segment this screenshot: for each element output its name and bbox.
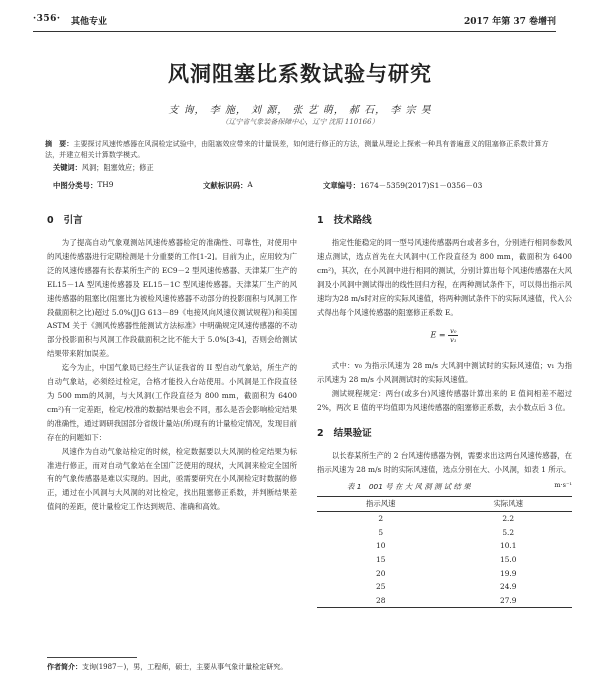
table-row: [317, 511, 572, 525]
header-rule: [33, 31, 556, 32]
table-cell: 10: [376, 541, 386, 551]
table-row: [317, 580, 572, 594]
table-1-title: 表 1 001 号 在 大 风 洞 测 试 结 果: [347, 481, 471, 491]
table-cell: 19.9: [500, 568, 517, 578]
id-label: 文章编号：: [323, 181, 360, 190]
table-header-cell: 指示风速: [365, 499, 396, 509]
section-1-title: 技术路线: [333, 215, 372, 226]
table-1: [317, 496, 572, 609]
table-cell: 27.9: [500, 596, 517, 606]
section-2-number: 2: [317, 428, 324, 440]
clc-value: TH9: [97, 180, 114, 189]
left-column: [47, 212, 297, 514]
formula: [317, 327, 572, 351]
table-row: [317, 566, 572, 580]
abstract-label: 摘 要：: [45, 139, 74, 148]
clc-label: 中图分类号：: [53, 181, 98, 190]
section-2-para-1: 以长春某所生产的 2 台风速传感器为例，需要求出这两台风速传感器，在指示风速为 28 m/s 时的实际风速值，选点分别在大、小风洞，如表 1 所示。: [317, 451, 572, 474]
table-cell: 20: [376, 568, 386, 578]
formula-denominator: v₁: [450, 336, 457, 345]
table-row: [317, 539, 572, 553]
table-cell: 5: [378, 527, 384, 537]
table-row: [317, 553, 572, 567]
doc-value: A: [247, 180, 253, 189]
id-value: 1674－5359(2017)S1－0356－03: [359, 181, 483, 190]
table-cell: 24.9: [500, 582, 517, 592]
section-1-para-3: 测试规程规定：两台(或多台)风速传感器计算出来的 E 值间相差不超过 2%，两次 E 值的平均值即为风速传感器的阻塞修正系数，去小数点后 3 位。: [317, 389, 572, 413]
table-cell: 25: [376, 582, 386, 592]
table-1-caption: [317, 481, 572, 493]
table-cell: 2: [378, 513, 384, 523]
keywords: [53, 163, 154, 173]
section-0-title: 引言: [63, 215, 83, 226]
table-cell: 15.0: [500, 554, 517, 564]
affiliation: （辽宁省气象装备保障中心，辽宁 沈阳 110166）: [221, 118, 379, 126]
keywords-text: 风洞；阻塞效应；修正: [81, 163, 154, 172]
right-column: [317, 212, 572, 608]
formula-fraction: [448, 327, 458, 344]
article-title: 风洞阻塞比系数试验与研究: [168, 62, 432, 86]
section-0-para-3: 风速作为自动气象站检定的时候，检定数据要以大风洞的检定结果为标准进行修正，而对自动气象站在全国广泛使用的现状，大风洞来检定全国所有的气象传感器是难以实现的。因此，亟需要研究在小风洞检定时数据的修正，通过在小风洞与大风洞的对比检定，找出阻塞修正系数，并判断结果差值间的差距，使计量检定工作达到规范、准确和高效。: [47, 446, 297, 512]
article-meta: [53, 180, 556, 192]
formula-numerator: v₀: [450, 327, 457, 336]
section-1-number: 1: [317, 215, 324, 226]
section-1-heading: [317, 212, 572, 226]
footnote-rule: [47, 657, 137, 658]
table-header-row: [317, 496, 572, 511]
section-1-para-2: 式中：v₀ 为指示风速为 28 m/s 大风洞中测试时的实际风速值；v₁ 为指示风速为 28 m/s 小风洞测试时的实际风速值。: [317, 361, 572, 385]
section-1-para-1: 指定性能稳定的同一型号风速传感器两台或者多台，分别进行相同参数风速点测试，选点首先在大风洞中(工作段直径为 800 mm，截面积为 6400 cm²)，其次，在小风洞中进行相同的测试，分别计算出每个风速传感器在大风洞及小风洞中测试得出的线性回归方程，在两种测试条件下，可以得出指示风速均为28 m/s时对应的实际风速值，将两种测试条件下的实际风速值，代入公式得出每个风速传感器的阻塞修正系数 E。: [317, 238, 572, 317]
authors: 支 询， 李 施， 刘 源， 张 艺 萌， 郝 石， 李 宗 昊: [168, 105, 432, 116]
running-header: [33, 14, 556, 30]
author-note-label: 作者简介：: [47, 663, 82, 671]
page-number: ·356·: [33, 14, 61, 24]
table-row: [317, 594, 572, 608]
table-1-unit: m·s⁻¹: [554, 480, 572, 489]
section-0-para-1: 为了提高自动气象观测站风速传感器检定的准确性、可靠性，对使用中的风速传感器进行定期检测是十分重要的工作[1-2]。目前为止，应用较为广泛的风速传感器有长春某所生产的 EC9－2 型风速传感器、天津某厂生产的 EL15－1A 型风速传感器及 EL15－1C 型风速传感器。天津某厂生产的风速传感器的阻塞比(阻塞比为被检风速传感器不动部分的投影面积与风洞工作段截面积之比)超过 5.0%(JJG 613－89《电接风向风速仪测试规程》)和美国 ASTM 关于《测风传感器性能测试方法标准》中明确规定风速传感器的不动部分投影面积与风洞工作段截面积之比不能大于 5.0%[3-4]，否则会给测试结果带来附加误差。: [47, 238, 297, 359]
section-0-heading: [47, 212, 297, 226]
keywords-label: 关键词：: [53, 163, 82, 172]
section-0-number: 0: [47, 215, 54, 226]
column-name: 其他专业: [71, 17, 108, 27]
table-cell: 2.2: [502, 513, 515, 523]
section-0-para-2: 迄今为止，中国气象局已经生产认证我省的 II 型自动气象站，所生产的自动气象站，必须经过检定，合格才能投入台站使用。小风洞是工作段直径为 500 mm的风洞，与大风洞(工作段直径为 800 mm，截面积为 6400 cm²)有一定差距，检定/校准的数据结果也会不同，那么是否会影响检定结果的准确性，通过调研我国部分省级计量站(所)现有的计量检定情况，发现目前存在的问题如下：: [47, 363, 297, 442]
abstract: [45, 138, 556, 160]
doc-label: 文献标识码：: [203, 181, 248, 190]
abstract-text: 主要探讨风速传感器在风洞检定试验中，由阻塞效应带来的计量误差，如何进行修正的方法，测量从理论上探索一种具有普遍意义的阻塞修正系数计算方法，并建立相关计算数学模式。: [45, 139, 549, 159]
issue-info: 2017 年第 37 卷增刊: [464, 17, 556, 27]
author-note-text: 支询(1987－)，男，工程师，硕士，主要从事气象计量检定研究。: [82, 663, 288, 671]
table-header-cell: 实际风速: [493, 499, 524, 509]
table-row: [317, 525, 572, 539]
table-cell: 5.2: [502, 527, 515, 537]
section-2-heading: [317, 425, 572, 439]
formula-lhs: E =: [430, 330, 446, 340]
table-cell: 28: [376, 596, 386, 606]
table-cell: 10.1: [500, 541, 517, 551]
section-2-title: 结果验证: [333, 428, 372, 440]
author-note: [47, 661, 297, 673]
table-cell: 15: [376, 554, 386, 564]
